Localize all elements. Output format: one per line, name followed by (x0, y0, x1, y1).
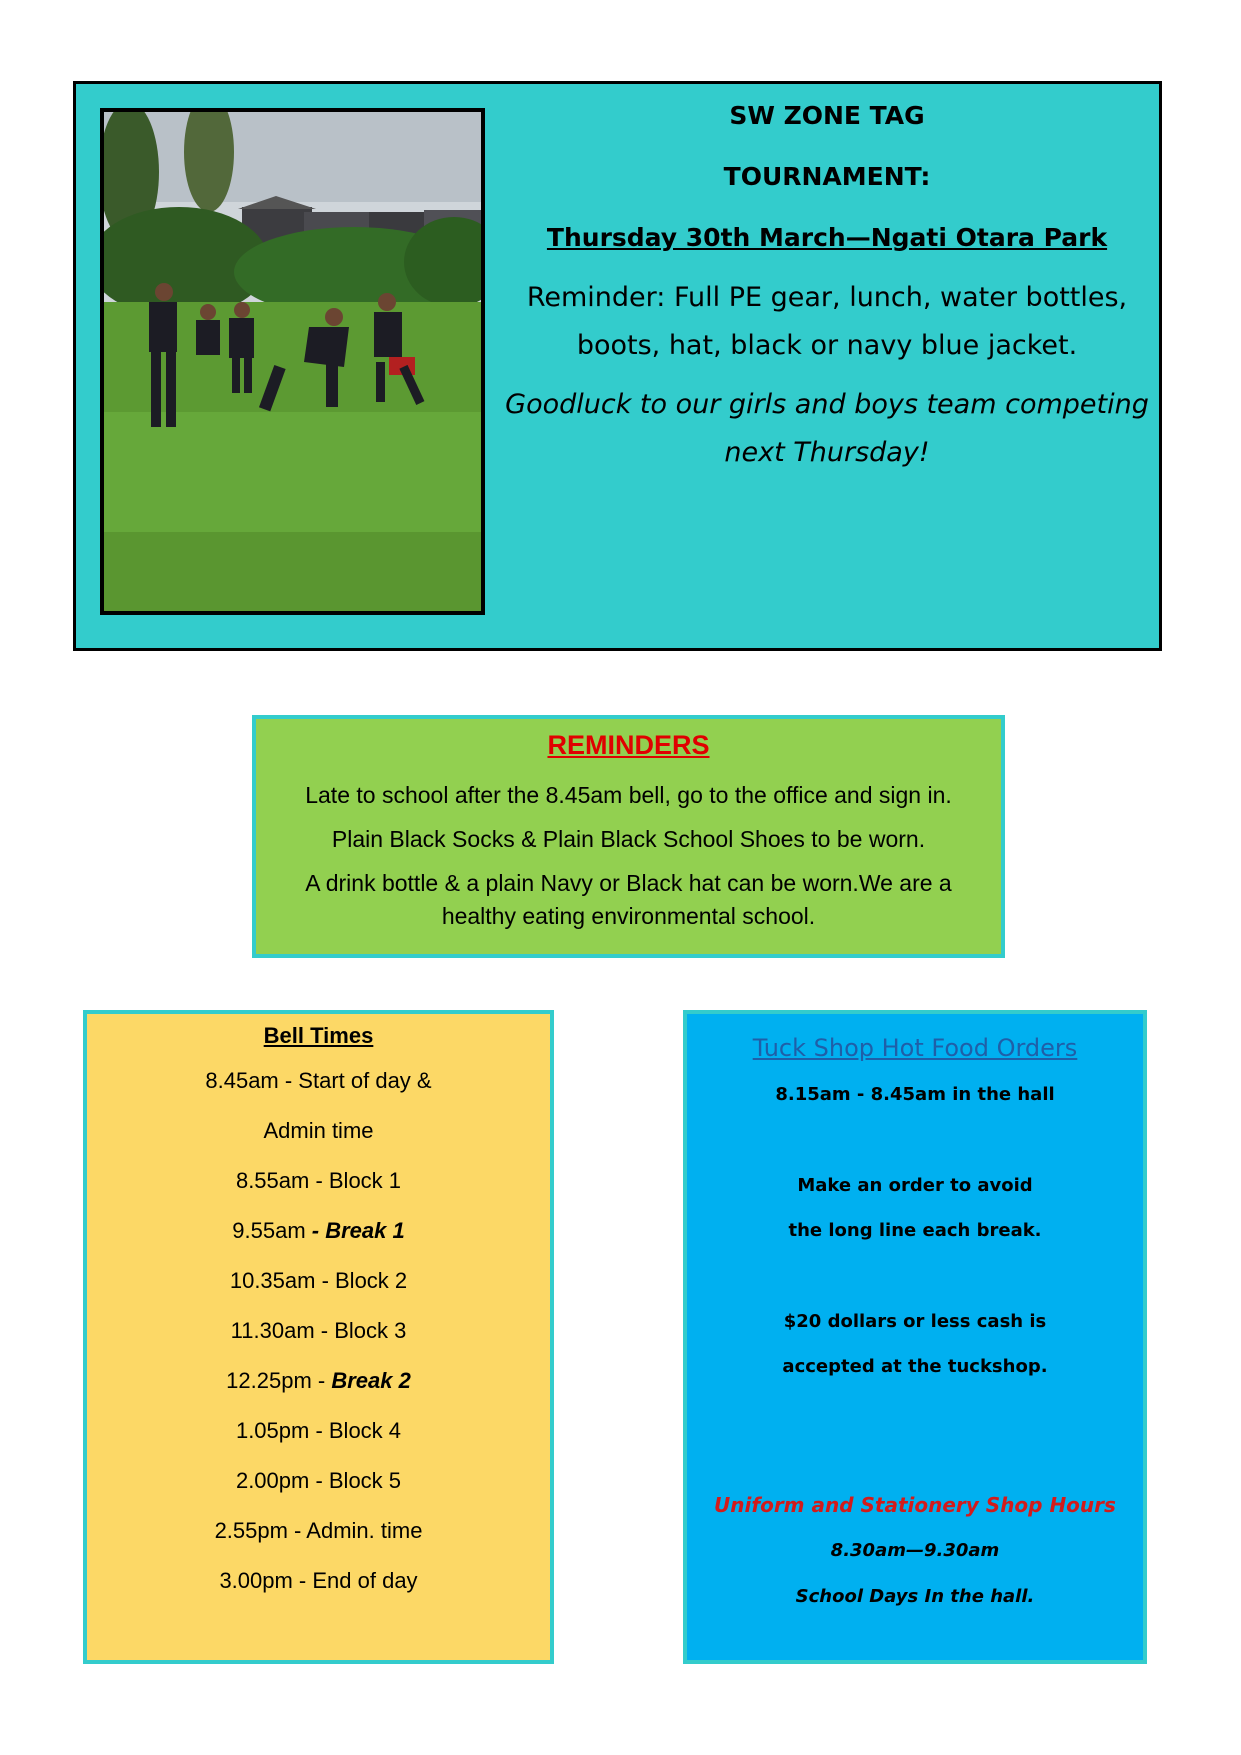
reminders-title: REMINDERS (547, 730, 710, 760)
tuck-shop-hours: 8.15am - 8.45am in the hall (775, 1084, 1055, 1105)
bell-times-title: Bell Times (263, 1023, 374, 1048)
tag-tournament-box (73, 81, 1162, 651)
bell-time-text: 1.05pm - Block 4 (235, 1418, 402, 1443)
bell-time-text: 2.00pm - Block 5 (235, 1468, 402, 1493)
bell-time-item (87, 1414, 550, 1464)
tag-title-line2: TOURNAMENT: (723, 162, 931, 191)
uniform-shop-title: Uniform and Stationery Shop Hours (714, 1493, 1116, 1517)
bell-time-item (87, 1114, 550, 1164)
bell-time-text: 11.30am - Block 3 (230, 1318, 407, 1343)
bell-time-text: 8.55am - Block 1 (235, 1168, 402, 1193)
reminder-bottle-hat: A drink bottle & a plain Navy or Black hat can be worn.We are a healthy eating environmental school. (305, 870, 952, 929)
tag-title-line1: SW ZONE TAG (729, 101, 925, 130)
bell-times-list (87, 1064, 550, 1614)
bell-time-item (87, 1214, 550, 1264)
tuck-cash-line1: $20 dollars or less cash is (783, 1311, 1047, 1332)
reminder-late: Late to school after the 8.45am bell, go to the office and sign in. (305, 782, 952, 808)
bell-break-label: - Break 1 (311, 1218, 405, 1243)
tuck-shop-title[interactable]: Tuck Shop Hot Food Orders (752, 1034, 1078, 1062)
bell-times-box (83, 1010, 554, 1664)
bell-time-item (87, 1064, 550, 1114)
tuck-order-line2: the long line each break. (788, 1220, 1042, 1241)
tag-reminder (496, 274, 1158, 370)
uniform-shop-where: School Days In the hall. (795, 1586, 1035, 1607)
tag-date-location: Thursday 30th March—Ngati Otara Park (546, 223, 1108, 252)
tag-reminder-line1: Reminder: Full PE gear, lunch, water bottles, (526, 282, 1128, 313)
tuck-order-line1: Make an order to avoid (797, 1175, 1033, 1196)
bell-time-text: 3.00pm - End of day (219, 1568, 418, 1593)
tag-goodluck-line1: Goodluck to our girls and boys team competing (505, 389, 1149, 420)
reminders-box (252, 715, 1005, 958)
bell-time-item (87, 1364, 550, 1414)
bell-time-text: 2.55pm - Admin. time (214, 1518, 423, 1543)
bell-time-text: 9.55am (232, 1218, 312, 1243)
reminder-socks-shoes: Plain Black Socks & Plain Black School Shoes to be worn. (331, 826, 926, 852)
bell-time-item (87, 1264, 550, 1314)
bell-time-text: 10.35am - Block 2 (229, 1268, 408, 1293)
bell-time-item (87, 1164, 550, 1214)
bell-time-text: Admin time (263, 1118, 374, 1143)
bell-break-label: Break 2 (331, 1368, 411, 1393)
tag-rugby-photo (100, 108, 485, 615)
bell-time-item (87, 1564, 550, 1614)
bell-time-item (87, 1464, 550, 1514)
bell-time-text: 12.25pm - (226, 1368, 332, 1393)
tag-goodluck-line2: next Thursday! (724, 437, 930, 468)
tuck-shop-box (683, 1010, 1147, 1664)
tag-goodluck (496, 381, 1158, 477)
tuck-cash-line2: accepted at the tuckshop. (782, 1356, 1048, 1377)
bell-time-text: 8.45am - Start of day & (205, 1068, 432, 1093)
bell-time-item (87, 1514, 550, 1564)
tag-reminder-line2: boots, hat, black or navy blue jacket. (576, 330, 1078, 361)
bell-time-item (87, 1314, 550, 1364)
uniform-shop-hours: 8.30am—9.30am (830, 1540, 1000, 1561)
